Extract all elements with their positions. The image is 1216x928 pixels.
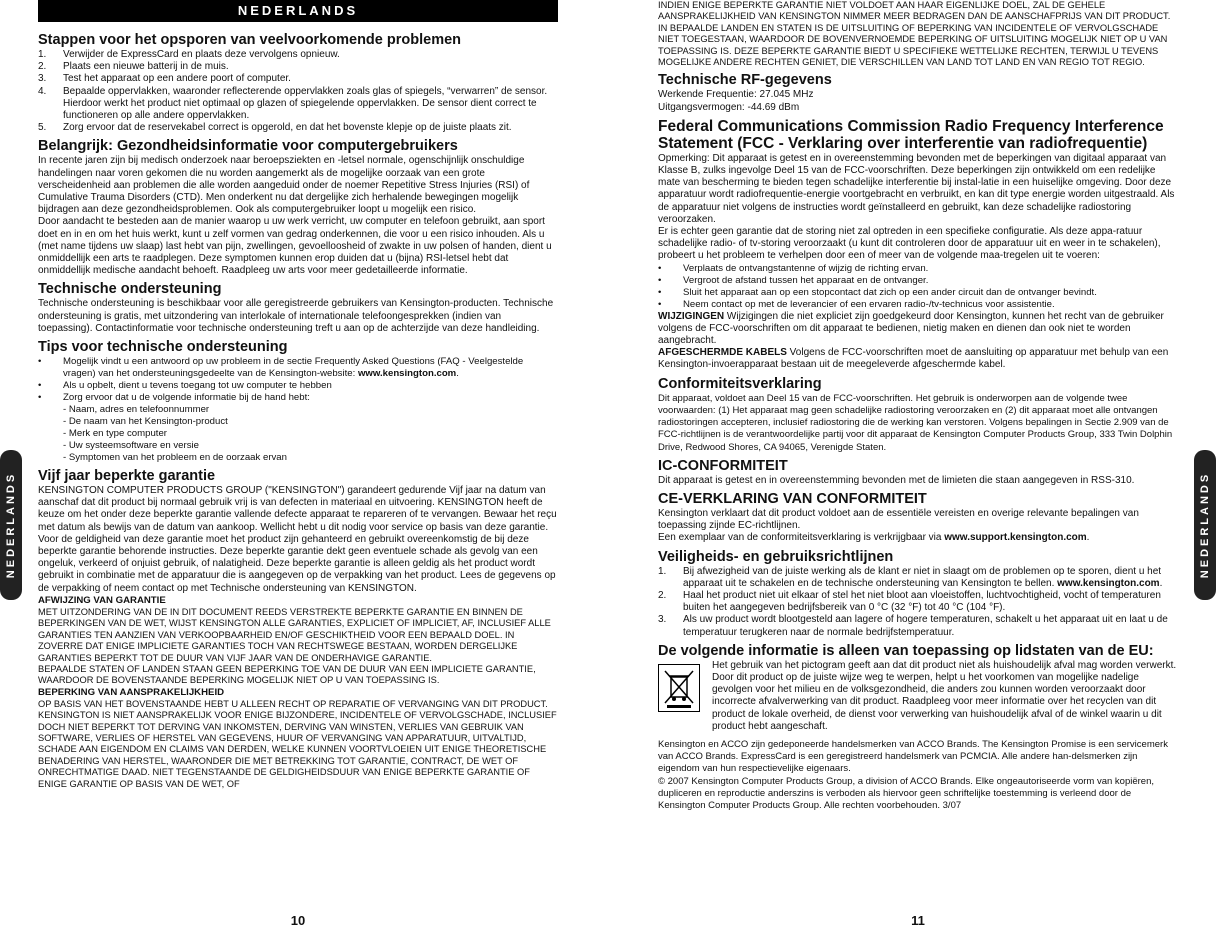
weee-block <box>658 660 1178 733</box>
warranty-paragraph: KENSINGTON COMPUTER PRODUCTS GROUP ("KENSINGTON") garandeert gedurende Vijf jaar na datum van aanschaf dat dit product bij normaal gebruik vrij is van defecten in materiaal en uitvoering. KENSINGTON heeft de keuze om het onder deze beperkte garantie vallende defecte apparaat te repareren of te vervangen. Bewaar het reçu met datum als bewijs van de datum van aankoop. Wellicht hebt u dit nodig voor service op basis van deze garantie. Voor de geldigheid van deze garantie moet het product zijn gehanteerd en gebruikt overeenkomstig de bij deze beperkte garantie behorende instructies. Deze beperkte garantie dekt geen eventuele schade als gevolg van een ongeluk, verkeerd of onjuist gebruik, of nalatigheid. Deze beperkte garantie is alleen geldig als het product wordt gebruikt in combinatie met de apparatuur die is aangegeven op de verpakking van het product. Lees de gegevens op de verpakking of neem contact op met Technische ondersteuning van KENSINGTON. <box>38 485 557 594</box>
item-text: Haal het product niet uit elkaar of stel het niet bloot aan vloeistoffen, luchtvochtigheid, vocht of temperaturen buiten het aangegeven bedrijfsbereik van 0 °C (32 °F) tot 40 °C (104 °F). <box>683 589 1161 614</box>
item-text: Test het apparaat op een andere poort of computer. <box>63 73 291 85</box>
list-item <box>38 86 558 123</box>
section-title-support-tips: Tips voor technische ondersteuning <box>38 339 288 356</box>
health-paragraph-2: Door aandacht te besteden aan de manier waarop u uw werk verricht, uw computer en telefoon gebruikt, aan sport doet en in en om het huis werkt, kunt u zelf vormen van gedrag onderkennen, die voor u een risico inhouden. Als u (met name tijdens uw slaap) last hebt van pijn, zwellingen, gevoelloosheid of zwakte in uw polsen of handen, dient u onmiddellijk een arts te raadplegen. Deze symptomen kunnen erop duiden dat u (bijna) RSI-letsel hebt dat onmiddellijk medische aandacht behoeft. Raadpleeg uw arts voor meer gedetailleerde informatie. <box>38 216 552 277</box>
bullet: • <box>38 356 42 368</box>
ce-paragraph-2 <box>658 532 1178 544</box>
page-right <box>658 0 1178 928</box>
item-text: Vergroot de afstand tussen het apparaat en de ontvanger. <box>683 274 929 286</box>
bullet: • <box>658 262 662 274</box>
list-item <box>658 614 1178 638</box>
item-text: Als uw product wordt blootgesteld aan lagere of hogere temperaturen, schakelt u het apparaat uit en laat u de temperatuur terugkeren naar de normale bedrijfstemperatuur. <box>683 614 1168 638</box>
list-item <box>658 287 1178 299</box>
punctuation: . <box>456 368 459 380</box>
side-language-tab-right <box>1194 450 1216 600</box>
crossed-bin-icon <box>658 664 700 712</box>
section-title-rf: Technische RF-gegevens <box>658 72 832 89</box>
shielded-cables-label: AFGESCHERMDE KABELS <box>658 347 787 359</box>
fcc-paragraph-1: Opmerking: Dit apparaat is getest en in overeenstemming bevonden met de beperkingen van digitaal apparaat van Klasse B, zulks ingevolge Deel 15 van de FCC-voorschriften. Deze beperkingen zijn ontwikkeld om een redelijke mate van bescherming te bieden tegen schadelijke interferentie bij instal-latie in een huiselijke omgeving. Door deze apparatuur wordt radiofrequentie-energie voortgebracht en verbruikt, en kan dit type energie worden uitgestraald. Als de apparatuur niet volgens de instructies wordt geïnstalleerd en gebruikt, kan deze schadelijke radiostoring veroorzaken. <box>658 152 1175 225</box>
shielded-cables-paragraph <box>658 347 1178 371</box>
page-number: 10 <box>290 913 306 928</box>
rf-power: Uitgangsvermogen: -44.69 dBm <box>658 101 800 113</box>
list-item <box>38 356 558 380</box>
ce-text: Een exemplaar van de conformiteitsverklaring is verkrijgbaar via <box>658 532 945 544</box>
item-number: 2. <box>658 589 667 601</box>
modifications-text: Wijzigingen die niet expliciet zijn goedgekeurd door Kensington, kunnen het recht van de gebruiker volgens de FCC-voorschriften om dit apparaat te bedienen, nietig maken en dienen dan ook niet te worden aangebracht. <box>658 310 1164 347</box>
item-text: Verwijder de ExpressCard en plaats deze vervolgens opnieuw. <box>63 49 340 60</box>
liability-text: OP BASIS VAN HET BOVENSTAANDE HEBT U ALLEEN RECHT OP REPARATIE OF VERVANGING VAN DIT PRODUCT. KENSINGTON IS NIET AANSPRAKELIJK VOOR ENIGE BIJZONDERE, INCIDENTELE OF VERVOLGSCHADE, INCLUSIEF DOCH NIET BEPERKT TOT DERVING VAN INKOMSTEN, DERVING VAN WINSTEN, VERLIES VAN GEBRUIK VAN SOFTWARE, VERLIES OF HERSTEL VAN GEGEVENS, HUUR OF VERVANGING VAN APPARATUUR, UITVALTIJD, SCHADE AAN EIGENDOM EN CLAIMS VAN DERDEN, WELKE KUNNEN VOORTVLOEIEN UIT ENIGE THEORETISCHE BENADERING VAN HERSTEL, WAARONDER DIE MET BETREKKING TOT GARANTIE, CONTRACT, DE WET OF ONRECHTMATIGE DAAD. NIET TEGENSTAANDE DE GELDIGHEIDSDUUR VAN ENIGE BEPERKTE GARANTIE OF ENIGE GARANTIE OP BASIS VAN DE WET, OF <box>38 698 557 789</box>
side-tab-label: NEDERLANDS <box>5 471 17 579</box>
liability-heading: BEPERKING VAN AANSPRAKELIJKHEID <box>38 686 225 698</box>
punctuation: . <box>1159 577 1163 589</box>
list-item <box>38 61 558 73</box>
website-link[interactable]: www.kensington.com <box>1057 577 1160 589</box>
sub-item: - Merk en type computer <box>63 428 167 440</box>
section-title-ce: CE-VERKLARING VAN CONFORMITEIT <box>658 490 927 507</box>
section-title-warranty: Vijf jaar beperkte garantie <box>38 468 216 485</box>
section-title-safety: Veiligheids- en gebruiksrichtlijnen <box>658 548 894 565</box>
section-title-support: Technische ondersteuning <box>38 281 222 298</box>
section-title-conformity: Conformiteitsverklaring <box>658 375 822 392</box>
section-title-ic: IC-CONFORMITEIT <box>658 457 788 474</box>
modifications-label: WIJZIGINGEN <box>658 310 725 322</box>
item-text: Bepaalde oppervlakken, waaronder reflecterende oppervlakken zoals glas of spiegels, “verwarren” de sensor. Hierdoor werkt het product niet optimaal op glazen of spiegelende oppervlakken. De sensor dient correct te functioneren op alle andere oppervlakken. <box>63 85 548 122</box>
item-text: Zorg ervoor dat u de volgende informatie bij de hand hebt: <box>63 392 310 404</box>
bullet: • <box>658 298 662 310</box>
support-paragraph: Technische ondersteuning is beschikbaar voor alle geregistreerde gebruikers van Kensington-producten. Technische ondersteuning is gratis, met uitzondering van interlokale of internationale telefoongesprekken (indien van toepassing). Contactinformatie voor technische ondersteuning treft u aan op de achterzijde van deze handleiding. <box>38 298 554 334</box>
item-number: 3. <box>38 73 47 85</box>
item-text <box>683 566 1178 590</box>
item-text: Verplaats de ontvangstantenne of wijzig de richting ervan. <box>683 262 929 274</box>
item-text: Sluit het apparaat aan op een stopcontact dat zich op een ander circuit dan de ontvanger bevindt. <box>683 286 1097 298</box>
ce-paragraph-1: Kensington verklaart dat dit product voldoet aan de essentiële vereisten en overige relevante bepalingen van toepassing zijnde EC-richtlijnen. <box>658 507 1139 532</box>
item-number: 4. <box>38 85 47 97</box>
sub-item: - Naam, adres en telefoonnummer <box>63 404 210 416</box>
list-item <box>658 590 1178 614</box>
fcc-paragraph-2: Er is echter geen garantie dat de storing niet zal optreden in een specifieke configuratie. Als deze appa-ratuur schadelijke radio- of tv-storing veroorzaakt (u kunt dit controleren door de apparatuur uit en weer in te schakelen), probeert u het probleem te verhelpen door een of meer van de volgende maa-tregelen uit te voeren: <box>658 226 1161 262</box>
list-item <box>38 122 558 134</box>
modifications-paragraph <box>658 311 1178 348</box>
shielded-cables-text: Volgens de FCC-voorschriften moet de aansluiting op apparatuur met behulp van een Kensington-invoerapparaat bestaan uit de meegeleverde afgeschermde kabel. <box>658 347 1169 371</box>
item-text: Neem contact op met de leverancier of een ervaren radio-/tv-technicus voor assistentie. <box>683 298 1055 310</box>
item-text <box>63 356 558 380</box>
sub-item: - Uw systeemsoftware en versie <box>63 440 199 452</box>
list-item <box>658 275 1178 287</box>
page-number: 11 <box>911 913 925 928</box>
section-title-troubleshooting: Stappen voor het opsporen van veelvoorkomende problemen <box>38 32 462 48</box>
eu-paragraph: Het gebruik van het pictogram geeft aan dat dit product niet als huishoudelijk afval mag worden verwerkt. Door dit product op de juiste wijze weg te werpen, helpt u het voorkomen van mogelijke nadelige gevolgen voor het milieu en de volksgezondheid, die anders zou kunnen worden veroorzaakt door incorrecte afvalverwerking van dit product. Raadpleeg voor meer informatie over het recyclen van dit product de lokale overheid, de dienst voor verwerking van huishoudelijk afval of de winkel waarin u dit product hebt aangeschaft. <box>712 659 1177 732</box>
page-left <box>38 0 558 928</box>
trademark-paragraph: Kensington en ACCO zijn gedeponeerde handelsmerken van ACCO Brands. The Kensington Promise is een servicemerk van ACCO Brands. ExpressCard is een geregistreerd handelsmerk van PCMCIA. Alle andere han-delsmerken zijn eigendom van hun respectievelijke eigenaars. <box>658 738 1168 775</box>
disclaimer-text-2: BEPAALDE STATEN OF LANDEN STAAN GEEN BEPERKING TOE VAN DE DUUR VAN EEN IMPLICIETE GARANTIE, WAARDOOR DE BOVENSTAANDE BEPERKING MOGELIJK NIET OP U VAN TOEPASSING IS. <box>38 663 536 686</box>
item-text: Zorg ervoor dat de reservekabel correct is opgerold, en dat het bovenste klepje op de juiste plaats zit. <box>63 122 512 134</box>
section-title-fcc: Federal Communications Commission Radio Frequency Interference Statement (FCC - Verklaring over interferentie van radiofrequentie) <box>658 117 1164 152</box>
health-paragraph-1: In recente jaren zijn bij medisch onderzoek naar beroepsziekten en -letsel normale, ogenschijnlijk onschuldige handelingen naar voren gekomen die nu worden aangemerkt als de mogelijke oorzaak van een grote verscheidenheid aan problemen die alle worden aangeduid onder de noemer Repetitive Stress Injuries (RSI) of Cumulative Trauma Disorders (CTD). Men onderkent nu dat dergelijke zich herhalende bewegingen mogelijk bijdragen aan deze gezondheidsproblemen. Ook als computergebruiker loopt u mogelijk een risico. <box>38 155 530 216</box>
item-text: Als u opbelt, dient u tevens toegang tot uw computer te hebben <box>63 380 332 392</box>
support-website-link[interactable]: www.support.kensington.com <box>944 532 1087 544</box>
item-number: 1. <box>658 565 667 577</box>
list-item <box>38 49 558 61</box>
disclaimer-heading: AFWIJZING VAN GARANTIE <box>38 594 166 606</box>
conformity-paragraph: Dit apparaat, voldoet aan Deel 15 van de FCC-voorschriften. Het gebruik is onderworpen aan de volgende twee voorwaarden: (1) Het apparaat mag geen schadelijke radiostoring veroorzaken en (2) dit apparaat moet alle ontvangen radiostoringen accepteren, inclusief radiostoring die de werking kan verstoren. Volgens bepalingen in Sectie 2.909 van de FCC-richtlijnen is de verantwoordelijke partij voor dit apparaat de Kensington Computer Products Group, 333 Twin Dolphin Drive, Redwood Shores, CA 94065, Verenigde Staten. <box>658 392 1173 453</box>
bullet: • <box>658 286 662 298</box>
rf-frequency: Werkende Frequentie: 27.045 MHz <box>658 89 814 101</box>
list-item <box>658 566 1178 590</box>
side-tab-label: NEDERLANDS <box>1199 471 1211 579</box>
bullet: • <box>658 274 662 286</box>
side-language-tab-left <box>0 450 22 600</box>
website-link[interactable]: www.kensington.com <box>357 368 457 380</box>
sub-item: - Symptomen van het probleem en de oorzaak ervan <box>63 452 287 464</box>
section-title-health: Belangrijk: Gezondheidsinformatie voor computergebruikers <box>38 138 458 155</box>
item-number: 5. <box>38 122 47 134</box>
item-number: 3. <box>658 614 667 626</box>
section-title-eu: De volgende informatie is alleen van toepassing op lidstaten van de EU: <box>658 642 1154 659</box>
disclaimer-text-1: MET UITZONDERING VAN DE IN DIT DOCUMENT REEDS VERSTREKTE BEPERKTE GARANTIE EN BINNEN DE BEPERKINGEN VAN DE WET, WIJST KENSINGTON ALLE GARANTIES, EXPLICIET OF IMPLICIET, AF, INCLUSIEF ALLE GARANTIES TEN AANZIEN VAN VERKOOPBAARHEID EN/OF GESCHIKTHEID VOOR EEN BEPAALD DOEL. IN ZOVERRE DAT ENIGE IMPLICIETE GARANTIES TOCH VAN RECHTSWEGE BESTAAN, WORDEN DERGELIJKE GARANTIES BEPERKT TOT DE DUUR VAN VIJF JAAR VAN DE ONDERHAVIGE GARANTIE. <box>38 606 551 663</box>
item-number: 1. <box>38 49 47 60</box>
safety-text: Bij afwezigheid van de juiste werking als de klant er niet in slaagt om de problemen op te sporen, dient u het apparaat uit te schakelen en de technische ondersteuning van Kensington te bellen. <box>683 565 1162 589</box>
bullet: • <box>38 392 42 404</box>
sub-item: - De naam van het Kensington-product <box>63 416 228 428</box>
punctuation: . <box>1086 532 1090 544</box>
list-item <box>38 392 558 404</box>
ic-paragraph: Dit apparaat is getest en in overeenstemming bevonden met de limieten die staan aangegeven in RSS-310. <box>658 474 1135 486</box>
list-item <box>658 299 1178 311</box>
troubleshooting-list <box>38 49 558 134</box>
list-item <box>38 380 558 392</box>
list-item <box>38 73 558 85</box>
bullet: • <box>38 380 42 392</box>
item-number: 2. <box>38 61 47 73</box>
language-header: NEDERLANDS <box>38 0 558 22</box>
tip-text: Mogelijk vindt u een antwoord op uw probleem in de sectie Frequently Asked Questions (FAQ - Veelgestelde vragen) van het ondersteuningsgedeelte van de Kensington-website: <box>63 356 524 380</box>
item-text: Plaats een nieuwe batterij in de muis. <box>63 61 229 73</box>
copyright-paragraph: © 2007 Kensington Computer Products Group, a division of ACCO Brands. Elke ongeautoriseerde vorm van kopiëren, dupliceren en reproductie anderszins is verboden als hiervoor geen schriftelijke toestemming is verleend door de Kensington Computer Products Group. Alle rechten voorbehouden. 3/07 <box>658 775 1154 811</box>
liability-continued: INDIEN ENIGE BEPERKTE GARANTIE NIET VOLDOET AAN HAAR EIGENLIJKE DOEL, ZAL DE GEHELE AANSPRAKELIJKHEID VAN KENSINGTON NIMMER MEER BEDRAGEN DAN DE AANSCHAFPRIJS VAN DIT PRODUCT. IN BEPAALDE LANDEN EN STATEN IS DE UITSLUITING OF BEPERKING VAN INCIDENTELE OF VERVOLGSCHADE NIET TOEGESTAAN, WAARDOOR DE BOVENVERNOEMDE BEPERKING OF UITSLUITING MOGELIJK NIET OP U VAN TOEPASSING IS. DEZE BEPERKTE GARANTIE BIEDT U SPECIFIEKE WETTELIJKE RECHTEN, TERWIJL U TEVENS MOGELIJKE ANDERE RECHTEN GENIET, DIE VERSCHILLEN VAN LAND TOT LAND EN VAN REGIO TOT REGIO. <box>658 0 1171 68</box>
list-item <box>658 263 1178 275</box>
